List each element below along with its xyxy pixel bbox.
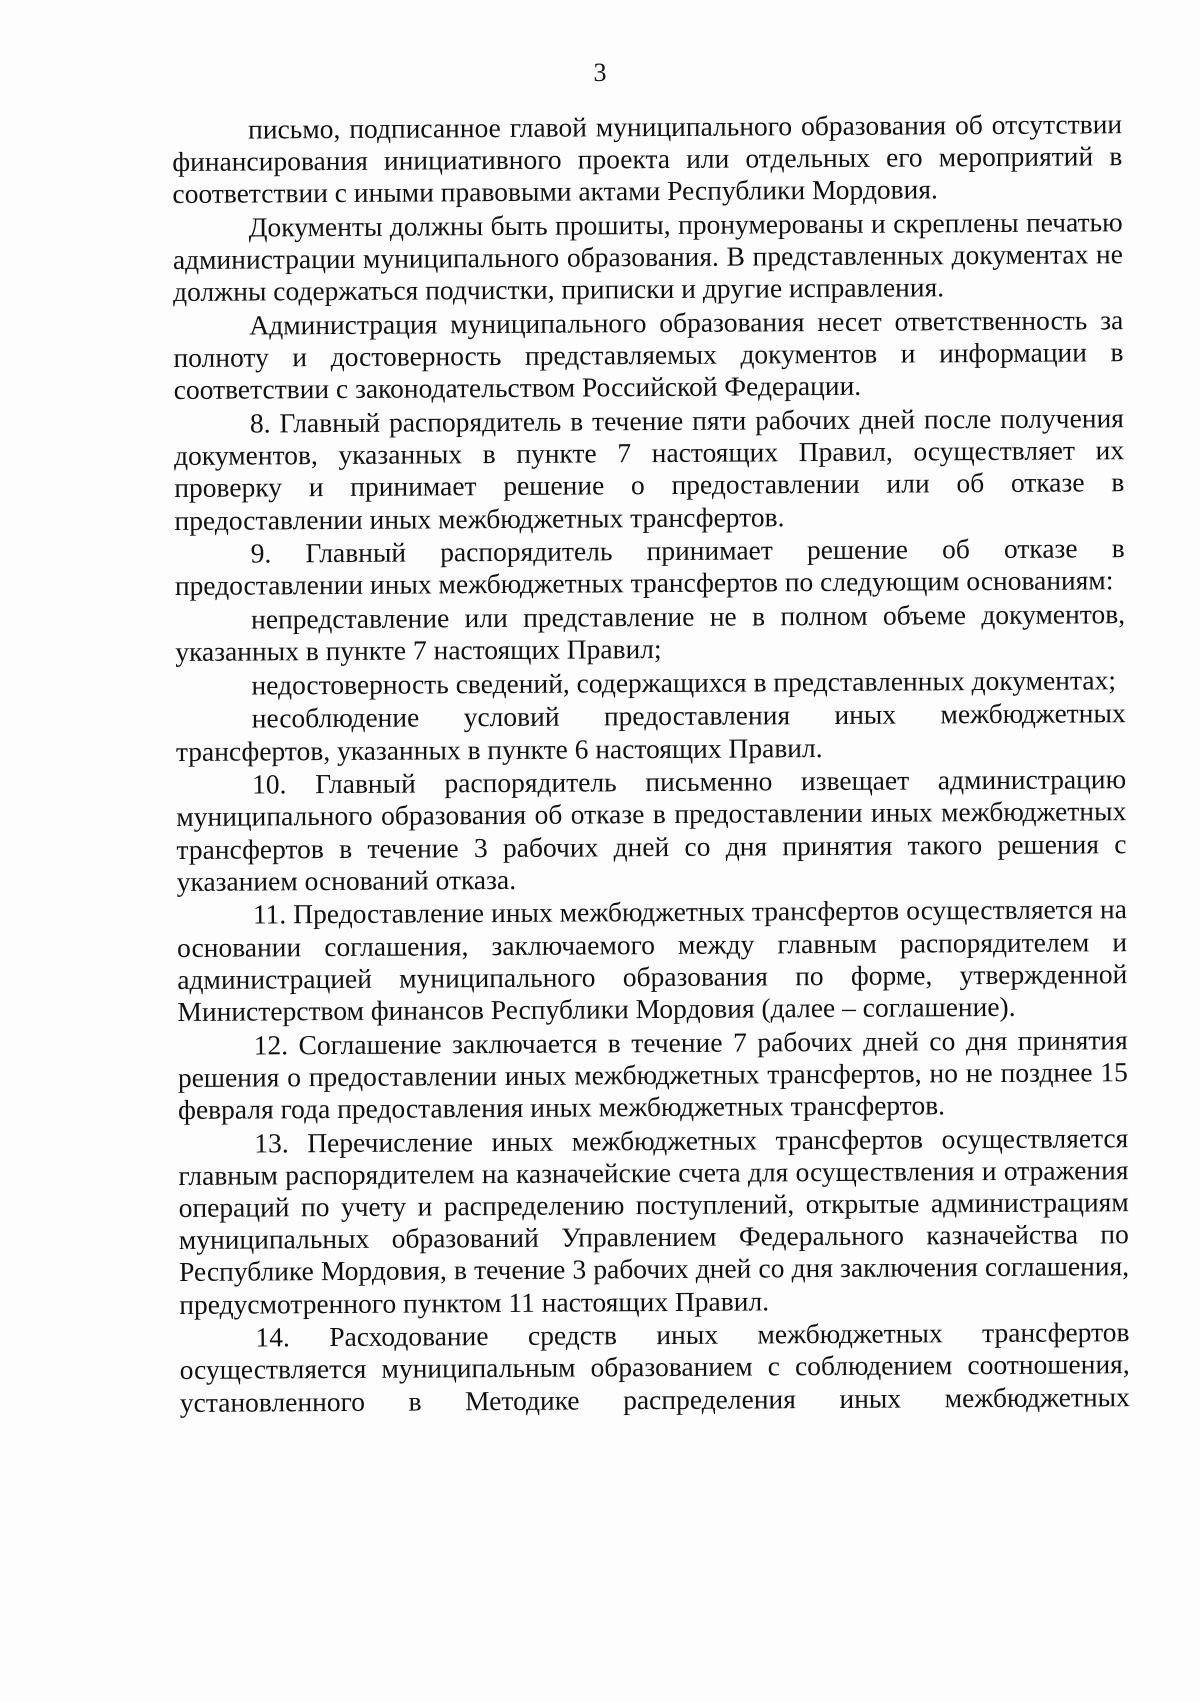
- paragraph-item-9: 9. Главный распорядитель принимает решение об отказе в предоставлении иных межбюджетных трансфертов по следующим основаниям:: [174, 532, 1125, 602]
- paragraph-reason-unreliable-data: недостоверность сведений, содержащихся в представленных документах;: [251, 664, 1117, 701]
- document-body: [172, 108, 1130, 1420]
- paragraph-reason-noncompliance: несоблюдение условий предоставления иных межбюджетных трансфертов, указанных в пункте 6 настоящих Правил.: [175, 697, 1126, 767]
- paragraph-item-14: 14. Расходование средств иных межбюджетных трансфертов осуществляется муниципальным образованием с соблюдением соотношения, установленного в Методике распределения иных межбюджетных: [179, 1316, 1130, 1418]
- paragraph-item-13: 13. Перечисление иных межбюджетных трансфертов осуществляется главным распорядителем на казначейские счета для осуществления и отражения операций по учету и распределению поступлений, открытые администрациям муниципальных образований Управлением Федерального казначейства по Республике Мордовия, в течение 3 рабочих дней со дня заключения соглашения, предусмотренного пунктом 11 настоящих Правил.: [178, 1121, 1130, 1320]
- paragraph-item-11: 11. Предоставление иных межбюджетных трансфертов осуществляется на основании соглашения, заключаемого между главным распорядителем и администрацией муниципального образования по форме, утвержденной Министерством финансов Республики Мордовия (далее – соглашение).: [176, 893, 1128, 1027]
- paragraph-item-10: 10. Главный распорядитель письменно извещает администрацию муниципального образования об отказе в предоставлении иных межбюджетных трансфертов в течение 3 рабочих дней со дня принятия такого решения с указанием оснований отказа.: [176, 763, 1127, 897]
- paragraph-reason-incomplete-documents: непредставление или представление не в полном объеме документов, указанных в пункте 7 настоящих Правил;: [175, 598, 1126, 668]
- paragraph-item-12: 12. Соглашение заключается в течение 7 рабочих дней со дня принятия решения о предоставлении иных межбюджетных трансфертов, но не позднее 15 февраля года предоставления иных межбюджетных трансфертов.: [177, 1023, 1128, 1125]
- paragraph-documents-binding: Документы должны быть прошиты, пронумерованы и скреплены печатью администрации муниципального образования. В представленных документах не должны содержаться подчистки, приписки и другие исправления.: [172, 206, 1123, 308]
- paragraph-item-8: 8. Главный распорядитель в течение пяти рабочих дней после получения документов, указанных в пункте 7 настоящих Правил, осуществляет их проверку и принимает решение о предоставлении или об отказе в предоставлении иных межбюджетных трансфертов.: [173, 402, 1125, 536]
- paragraph-letter-continuation: письмо, подписанное главой муниципального образования об отсутствии финансирования инициативного проекта или отдельных его мероприятий в соответствии с иными правовыми актами Республики Мордовия.: [172, 108, 1123, 210]
- paragraph-administration-responsibility: Администрация муниципального образования несет ответственность за полноту и достоверность представляемых документов и информации в соответствии с законодательством Российской Федерации.: [173, 304, 1124, 406]
- page-number: 3: [593, 58, 607, 87]
